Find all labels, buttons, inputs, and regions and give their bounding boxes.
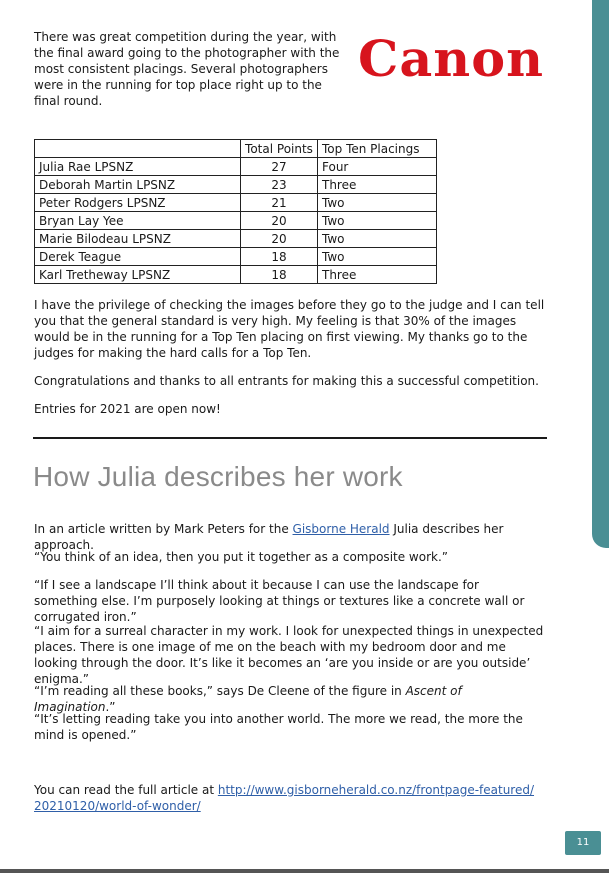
cell-points: 20 — [241, 212, 318, 230]
cell-placings: Two — [318, 248, 437, 266]
bottom-border — [0, 869, 609, 873]
quote-paragraph-5: “It’s letting reading take you into another world. The more we read, the more the mind is opened.” — [34, 712, 523, 742]
quote-paragraph-2: “If I see a landscape I’ll think about it because I can use the landscape for something else. I’m purposely looking at things or textures like a concrete wall or corrugated iron.” — [34, 578, 525, 624]
decorative-side-tab — [592, 0, 609, 548]
article-intro-text-end: Julia describes her approach. — [34, 522, 504, 552]
privilege-paragraph: I have the privilege of checking the images before they go to the judge and I can tell you that the general standard is very high. My feeling is that 30% of the images would be in the running for a Top Ten placing on first viewing. My thanks go to the judges for making the hard calls for a Top Ten. — [34, 298, 545, 360]
cell-points: 27 — [241, 158, 318, 176]
article-intro-text: In an article written by Mark Peters for the — [34, 522, 293, 536]
read-more-text: You can read the full article at — [34, 783, 218, 797]
congratulations-paragraph: Congratulations and thanks to all entrants for making this a successful competition. — [34, 374, 539, 388]
table-row — [35, 266, 437, 284]
cell-name: Marie Bilodeau LPSNZ — [35, 230, 241, 248]
page-number: 11 — [565, 831, 601, 855]
canon-logo — [357, 30, 546, 82]
section-divider — [33, 437, 547, 439]
book-title: Ascent of Imagination — [34, 684, 462, 714]
canon-logo-text: Canon — [358, 30, 544, 82]
gisborne-herald-link[interactable]: Gisborne Herald — [292, 522, 390, 536]
entries-paragraph: Entries for 2021 are open now! — [34, 402, 221, 416]
table-row — [35, 176, 437, 194]
cell-name: Bryan Lay Yee — [35, 212, 241, 230]
quote-paragraph-1: “You think of an idea, then you put it together as a composite work.” — [34, 550, 448, 564]
section-heading: How Julia describes her work — [33, 461, 403, 492]
cell-name: Julia Rae LPSNZ — [35, 158, 241, 176]
cell-name: Peter Rodgers LPSNZ — [35, 194, 241, 212]
table-header-placings: Top Ten Placings — [318, 140, 437, 158]
intro-paragraph: There was great competition during the year, with the final award going to the photographer with the most consistent placings. Several photographers were in the running for top place right up to the final round. — [34, 30, 340, 108]
table-row — [35, 194, 437, 212]
cell-name: Derek Teague — [35, 248, 241, 266]
quote-paragraph-3: “I aim for a surreal character in my work. I look for unexpected things in unexpected places. There is one image of me on the beach with my bedroom door and me looking through the door. It’s like it becomes an ‘are you inside or are you outside’ enigma.” — [34, 624, 544, 686]
table-row — [35, 248, 437, 266]
table-row — [35, 230, 437, 248]
cell-placings: Three — [318, 176, 437, 194]
cell-points: 18 — [241, 266, 318, 284]
cell-points: 23 — [241, 176, 318, 194]
cell-points: 20 — [241, 230, 318, 248]
cell-placings: Three — [318, 266, 437, 284]
cell-name: Karl Tretheway LPSNZ — [35, 266, 241, 284]
cell-points: 21 — [241, 194, 318, 212]
table-header-blank — [35, 140, 241, 158]
table-header-row — [35, 140, 437, 158]
full-article-link[interactable]: http://www.gisborneherald.co.nz/frontpage-featured/20210120/world-of-wonder/ — [34, 783, 535, 813]
cell-placings: Four — [318, 158, 437, 176]
cell-placings: Two — [318, 230, 437, 248]
read-more-paragraph — [34, 782, 539, 814]
quote4-text: “I’m reading all these books,” says De Cleene of the figure in — [34, 684, 406, 698]
quote4-text-end: .” — [105, 700, 116, 714]
cell-placings: Two — [318, 212, 437, 230]
results-table — [34, 139, 437, 284]
cell-name: Deborah Martin LPSNZ — [35, 176, 241, 194]
table-row — [35, 158, 437, 176]
cell-points: 18 — [241, 248, 318, 266]
table-row — [35, 212, 437, 230]
cell-placings: Two — [318, 194, 437, 212]
table-header-points: Total Points — [241, 140, 318, 158]
